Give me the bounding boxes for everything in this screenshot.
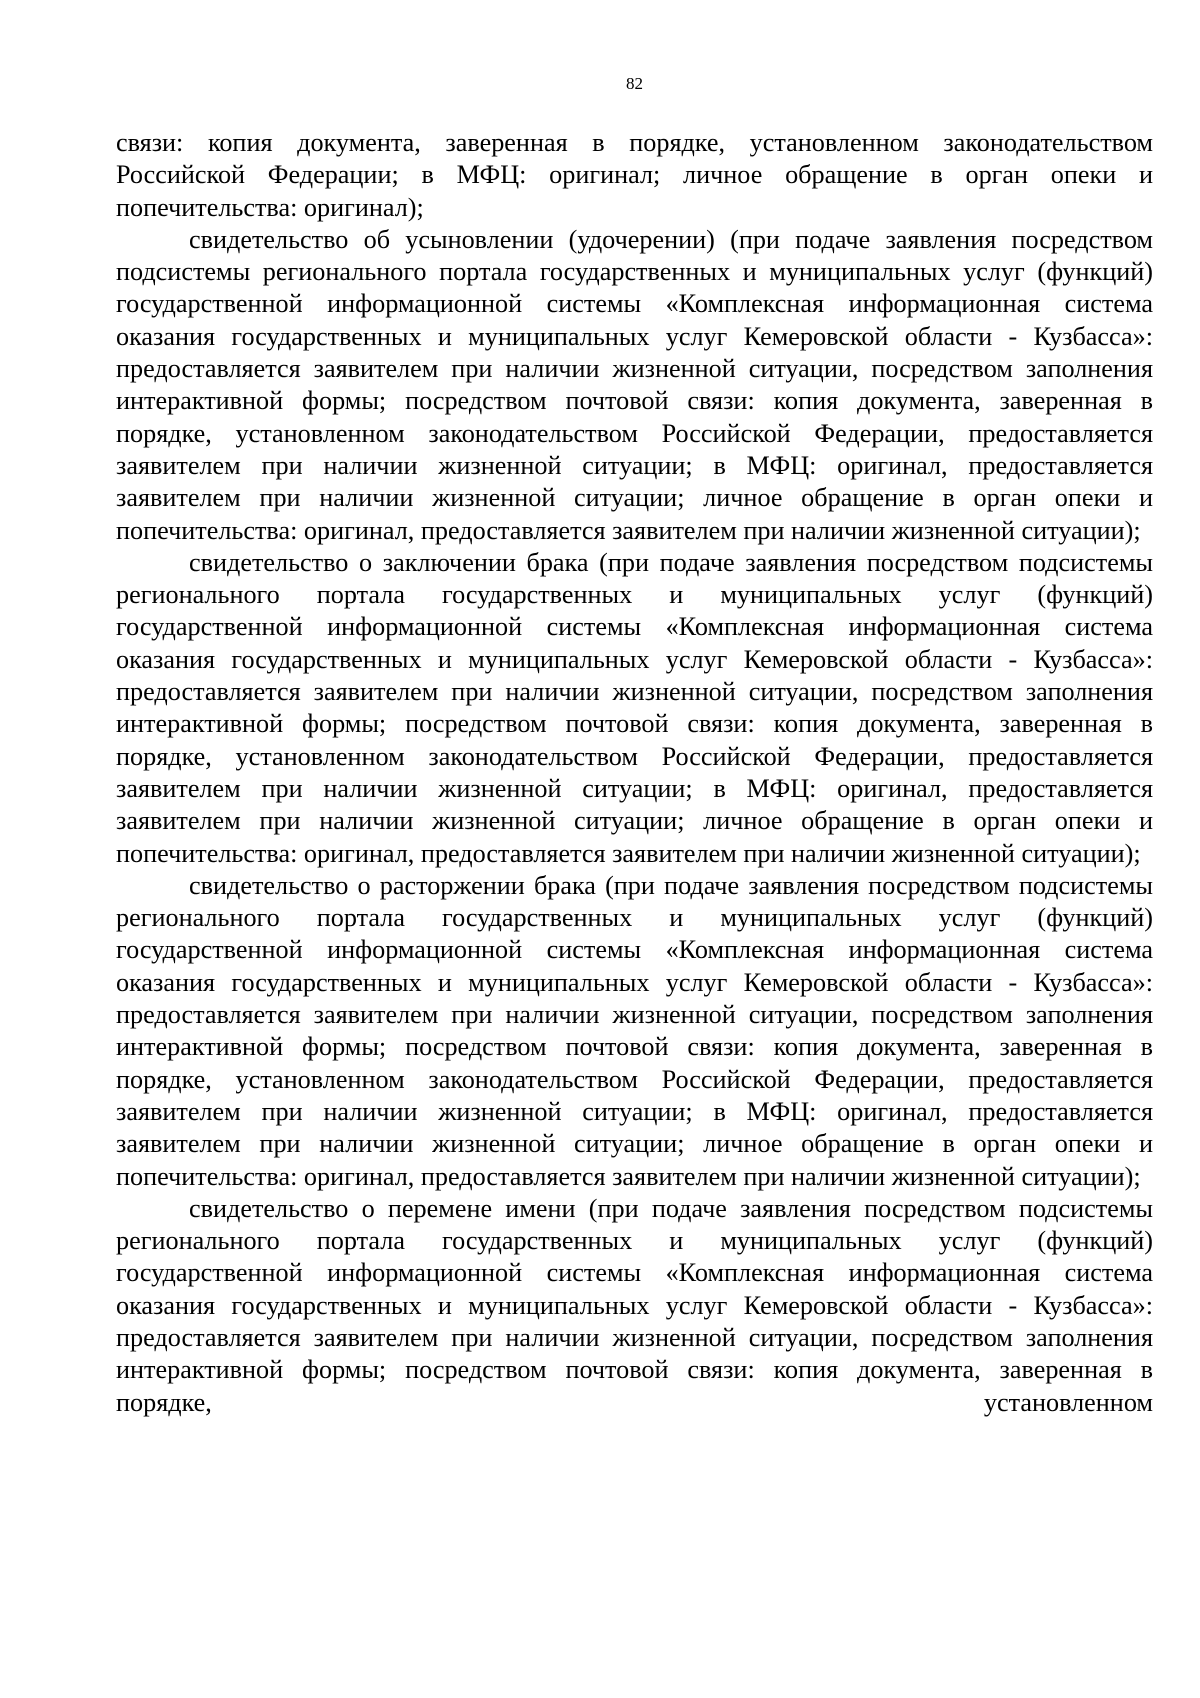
page-number: 82 <box>626 74 643 93</box>
paragraph: свидетельство о перемене имени (при подаче заявления посредством подсистемы регионального портала государственных и муниципальных услуг (функций) государственной информационной системы «Комплексная информационная система оказания государственных и муниципальных услуг Кемеровской области - Кузбасса»: предоставляется заявителем при наличии жизненной ситуации, посредством заполнения интерактивной формы; посредством почтовой связи: копия документа, заверенная в порядке, установленном <box>116 1193 1153 1417</box>
paragraph: свидетельство об усыновлении (удочерении) (при подаче заявления посредством подсистемы регионального портала государственных и муниципальных услуг (функций) государственной информационной системы «Комплексная информационная система оказания государственных и муниципальных услуг Кемеровской области - Кузбасса»: предоставляется заявителем при наличии жизненной ситуации, посредством заполнения интерактивной формы; посредством почтовой связи: копия документа, заверенная в порядке, установленном законодательством Российской Федерации, предоставляется заявителем при наличии жизненной ситуации; в МФЦ: оригинал, предоставляется заявителем при наличии жизненной ситуации; личное обращение в орган опеки и попечительства: оригинал, предоставляется заявителем при наличии жизненной ситуации); <box>116 224 1153 545</box>
paragraph: связи: копия документа, заверенная в порядке, установленном законодательством Российской Федерации; в МФЦ: оригинал; личное обращение в орган опеки и попечительства: оригинал); <box>116 128 1153 222</box>
document-body <box>116 127 1153 1419</box>
paragraph: свидетельство о заключении брака (при подаче заявления посредством подсистемы регионального портала государственных и муниципальных услуг (функций) государственной информационной системы «Комплексная информационная система оказания государственных и муниципальных услуг Кемеровской области - Кузбасса»: предоставляется заявителем при наличии жизненной ситуации, посредством заполнения интерактивной формы; посредством почтовой связи: копия документа, заверенная в порядке, установленном законодательством Российской Федерации, предоставляется заявителем при наличии жизненной ситуации; в МФЦ: оригинал, предоставляется заявителем при наличии жизненной ситуации; личное обращение в орган опеки и попечительства: оригинал, предоставляется заявителем при наличии жизненной ситуации); <box>116 547 1153 868</box>
paragraph: свидетельство о расторжении брака (при подаче заявления посредством подсистемы регионального портала государственных и муниципальных услуг (функций) государственной информационной системы «Комплексная информационная система оказания государственных и муниципальных услуг Кемеровской области - Кузбасса»: предоставляется заявителем при наличии жизненной ситуации, посредством заполнения интерактивной формы; посредством почтовой связи: копия документа, заверенная в порядке, установленном законодательством Российской Федерации, предоставляется заявителем при наличии жизненной ситуации; в МФЦ: оригинал, предоставляется заявителем при наличии жизненной ситуации; личное обращение в орган опеки и попечительства: оригинал, предоставляется заявителем при наличии жизненной ситуации); <box>116 870 1153 1191</box>
